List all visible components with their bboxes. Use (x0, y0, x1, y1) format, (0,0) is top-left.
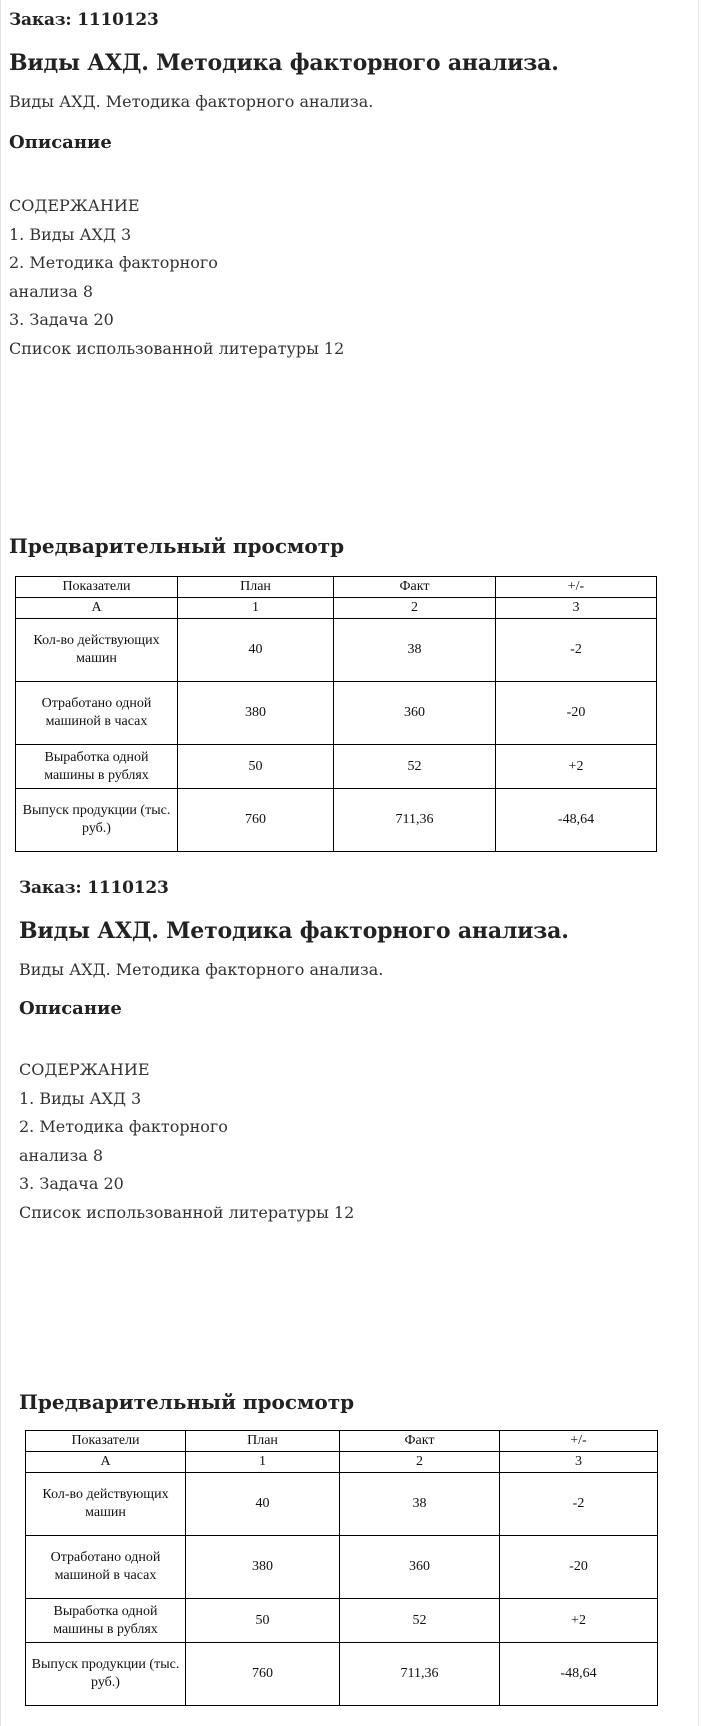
table-cell: 2 (334, 598, 496, 619)
table-cell: -2 (500, 1473, 658, 1536)
table-header-cell: Показатели (16, 577, 178, 598)
table-cell: Выпуск продукции (тыс. руб.) (26, 1643, 186, 1706)
table-cell: +2 (496, 745, 657, 789)
order-label: Заказ: 1110123 (9, 10, 159, 30)
toc-item: 2. Методика факторного (19, 1117, 228, 1136)
table-header-cell: Факт (340, 1431, 500, 1452)
indicators-table (25, 1430, 658, 1706)
table-header-row (16, 577, 657, 598)
table-header-cell: План (186, 1431, 340, 1452)
order-title[interactable]: Виды АХД. Методика факторного анализа. (19, 918, 569, 944)
toc-item: анализа 8 (19, 1145, 104, 1165)
order-subtitle: Виды АХД. Методика факторного анализа. (9, 92, 374, 111)
table-cell: 40 (178, 619, 334, 682)
toc-item: СОДЕРЖАНИЕ (9, 196, 140, 215)
table-header-cell: +/- (500, 1431, 658, 1452)
table-cell: -48,64 (496, 789, 657, 852)
toc-item: 2. Методика факторного (9, 253, 218, 272)
table-cell: -48,64 (500, 1643, 658, 1706)
table-cell: Кол-во действующих машин (16, 619, 178, 682)
table-cell: 360 (334, 682, 496, 745)
table-header-cell: План (178, 577, 334, 598)
toc-item: СОДЕРЖАНИЕ (19, 1060, 150, 1079)
table-cell: Выработка одной машины в рублях (16, 745, 178, 789)
table-cell: 1 (186, 1452, 340, 1473)
table-cell: 711,36 (340, 1643, 500, 1706)
preview-heading: Предварительный просмотр (19, 1390, 355, 1414)
table-header-cell: Факт (334, 577, 496, 598)
table-cell: 3 (500, 1452, 658, 1473)
order-title[interactable]: Виды АХД. Методика факторного анализа. (9, 50, 559, 76)
table-cell: 40 (186, 1473, 340, 1536)
table-row (16, 682, 657, 745)
table-cell: +2 (500, 1599, 658, 1643)
table-index-row (26, 1452, 658, 1473)
table-cell: Кол-во действующих машин (26, 1473, 186, 1536)
table-cell: Выпуск продукции (тыс. руб.) (16, 789, 178, 852)
table-of-contents (9, 192, 344, 363)
table-row (26, 1473, 658, 1536)
toc-item: Список использованной литературы 12 (19, 1202, 355, 1222)
table-cell: 760 (186, 1643, 340, 1706)
table-cell: 380 (178, 682, 334, 745)
table-row (26, 1536, 658, 1599)
table-header-row (26, 1431, 658, 1452)
table-row (26, 1599, 658, 1643)
description-heading: Описание (19, 998, 122, 1019)
toc-item: 1. Виды АХД 3 (9, 224, 132, 244)
toc-item: Список использованной литературы 12 (9, 338, 345, 358)
order-card (11, 868, 700, 1726)
table-header-cell: +/- (496, 577, 657, 598)
table-cell: А (16, 598, 178, 619)
order-card (1, 0, 700, 868)
table-cell: Отработано одной машиной в часах (26, 1536, 186, 1599)
table-cell: 3 (496, 598, 657, 619)
toc-item: 1. Виды АХД 3 (19, 1088, 142, 1108)
table-index-row (16, 598, 657, 619)
table-of-contents (19, 1056, 354, 1227)
toc-item: анализа 8 (9, 281, 94, 301)
table-cell: 360 (340, 1536, 500, 1599)
table-cell: 1 (178, 598, 334, 619)
table-cell: 50 (178, 745, 334, 789)
table-cell: 38 (334, 619, 496, 682)
table-cell: -20 (500, 1536, 658, 1599)
table-cell: -2 (496, 619, 657, 682)
table-cell: 52 (340, 1599, 500, 1643)
table-cell: 50 (186, 1599, 340, 1643)
preview-heading: Предварительный просмотр (9, 534, 345, 558)
indicators-table (15, 576, 657, 852)
table-cell: 380 (186, 1536, 340, 1599)
description-heading: Описание (9, 132, 112, 153)
order-label: Заказ: 1110123 (19, 878, 169, 898)
table-cell: 38 (340, 1473, 500, 1536)
table-row (16, 789, 657, 852)
table-row (16, 619, 657, 682)
order-subtitle: Виды АХД. Методика факторного анализа. (19, 960, 384, 979)
table-row (16, 745, 657, 789)
toc-item: 3. Задача 20 (9, 310, 114, 329)
toc-item: 3. Задача 20 (19, 1174, 124, 1193)
table-cell: Выработка одной машины в рублях (26, 1599, 186, 1643)
table-cell: 760 (178, 789, 334, 852)
table-row (26, 1643, 658, 1706)
table-header-cell: Показатели (26, 1431, 186, 1452)
table-cell: А (26, 1452, 186, 1473)
table-cell: 52 (334, 745, 496, 789)
table-cell: 2 (340, 1452, 500, 1473)
table-cell: -20 (496, 682, 657, 745)
table-cell: Отработано одной машиной в часах (16, 682, 178, 745)
table-cell: 711,36 (334, 789, 496, 852)
